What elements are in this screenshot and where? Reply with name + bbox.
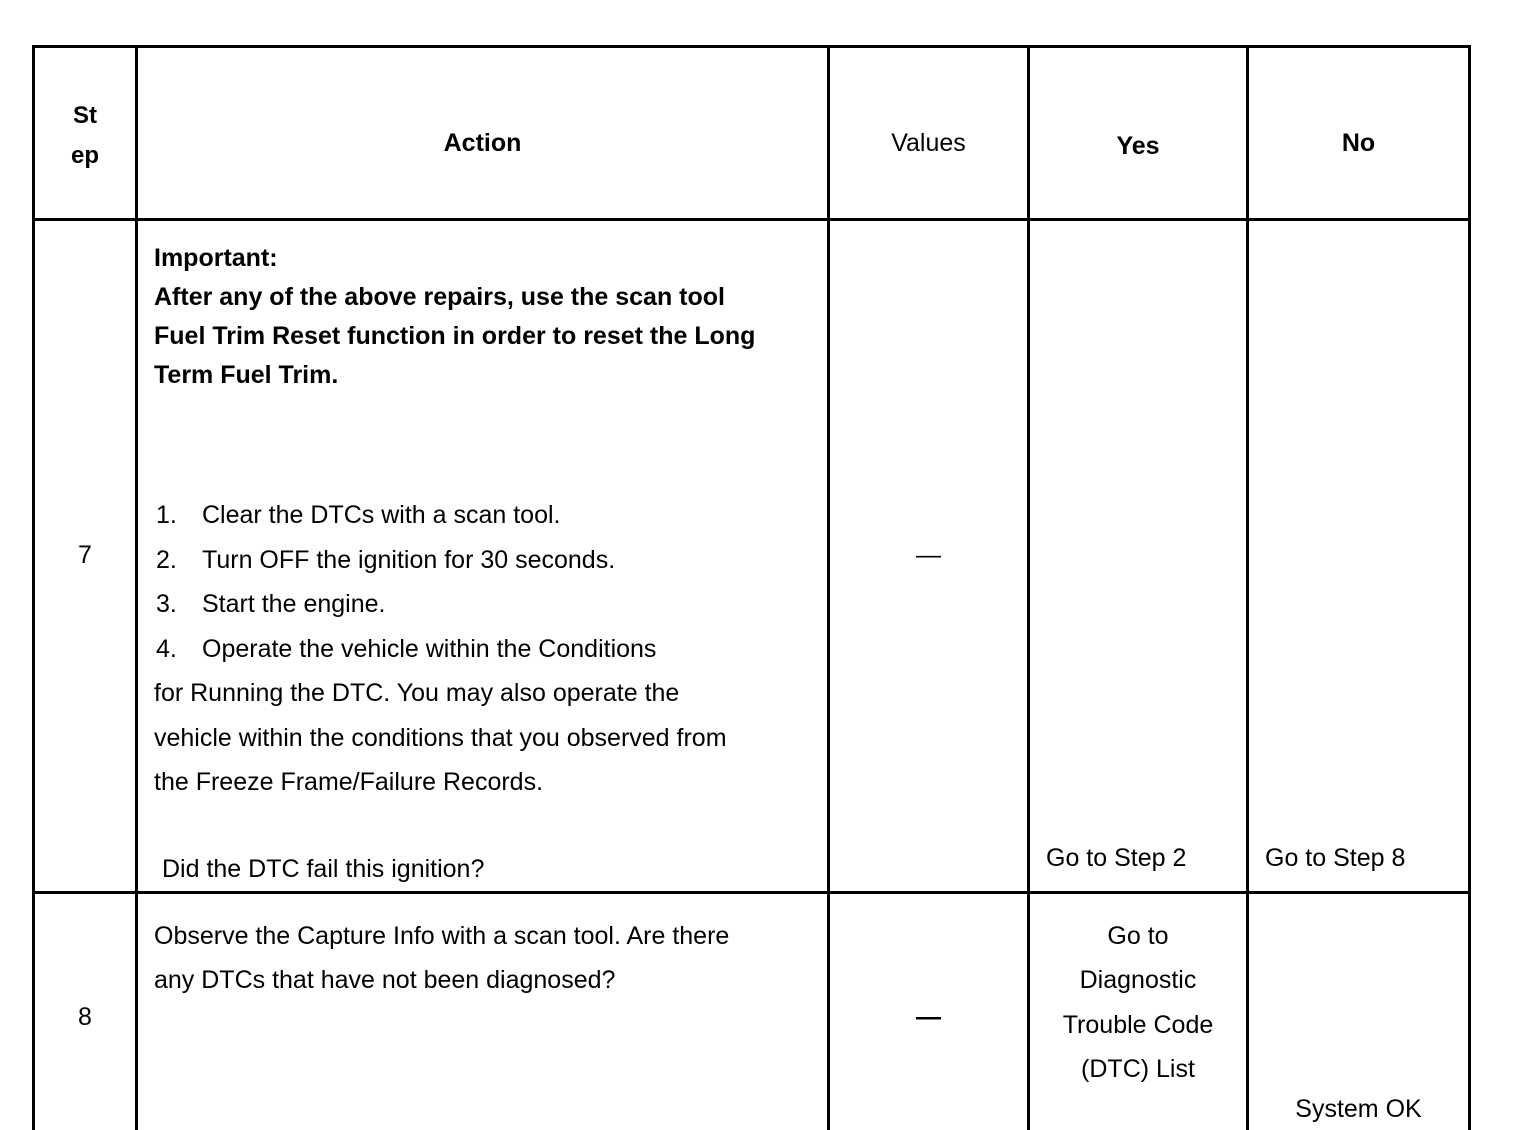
header-yes: Yes (1029, 47, 1248, 220)
header-no: No (1248, 47, 1470, 220)
yes-cell: Go to Step 2 (1029, 220, 1248, 893)
table-row-step-7 (34, 220, 1470, 893)
no-cell: Go to Step 8 (1248, 220, 1470, 893)
important-note (154, 239, 819, 395)
list-item: 4. Operate the vehicle within the Conditions (156, 634, 657, 663)
procedure-continuation: for Running the DTC. You may also operate the vehicle within the conditions that you observed from the Freeze Frame/Failure Records. (154, 679, 727, 796)
header-values: Values (829, 47, 1029, 220)
yes-cell: Go to Diagnostic Trouble Code (DTC) List (1029, 892, 1248, 1130)
list-item: 1. Clear the DTCs with a scan tool. (156, 501, 561, 529)
table-row-step-8 (34, 892, 1470, 1130)
action-cell (137, 220, 829, 893)
list-item: 3. Start the engine. (156, 590, 386, 618)
diagnostic-table (32, 45, 1471, 1130)
header-action: Action (137, 47, 829, 220)
list-item: 2. Turn OFF the ignition for 30 seconds. (156, 545, 616, 574)
values-cell: — (829, 220, 1029, 893)
important-label: Important: (154, 244, 278, 272)
action-text: Observe the Capture Info with a scan tool. Are there any DTCs that have not been diagnosed? (154, 921, 730, 994)
step-number: 7 (34, 220, 137, 893)
question-text: Did the DTC fail this ignition? (162, 854, 485, 883)
header-step: St ep (34, 47, 137, 220)
step-number: 8 (34, 892, 137, 1130)
header-row (34, 47, 1470, 220)
values-cell: — (829, 892, 1029, 1130)
important-text: After any of the above repairs, use the scan tool Fuel Trim Reset function in order to reset the Long Term Fuel Trim. (154, 283, 756, 389)
action-cell (137, 892, 829, 1130)
procedure-list (154, 493, 819, 671)
no-cell: System OK (1248, 892, 1470, 1130)
